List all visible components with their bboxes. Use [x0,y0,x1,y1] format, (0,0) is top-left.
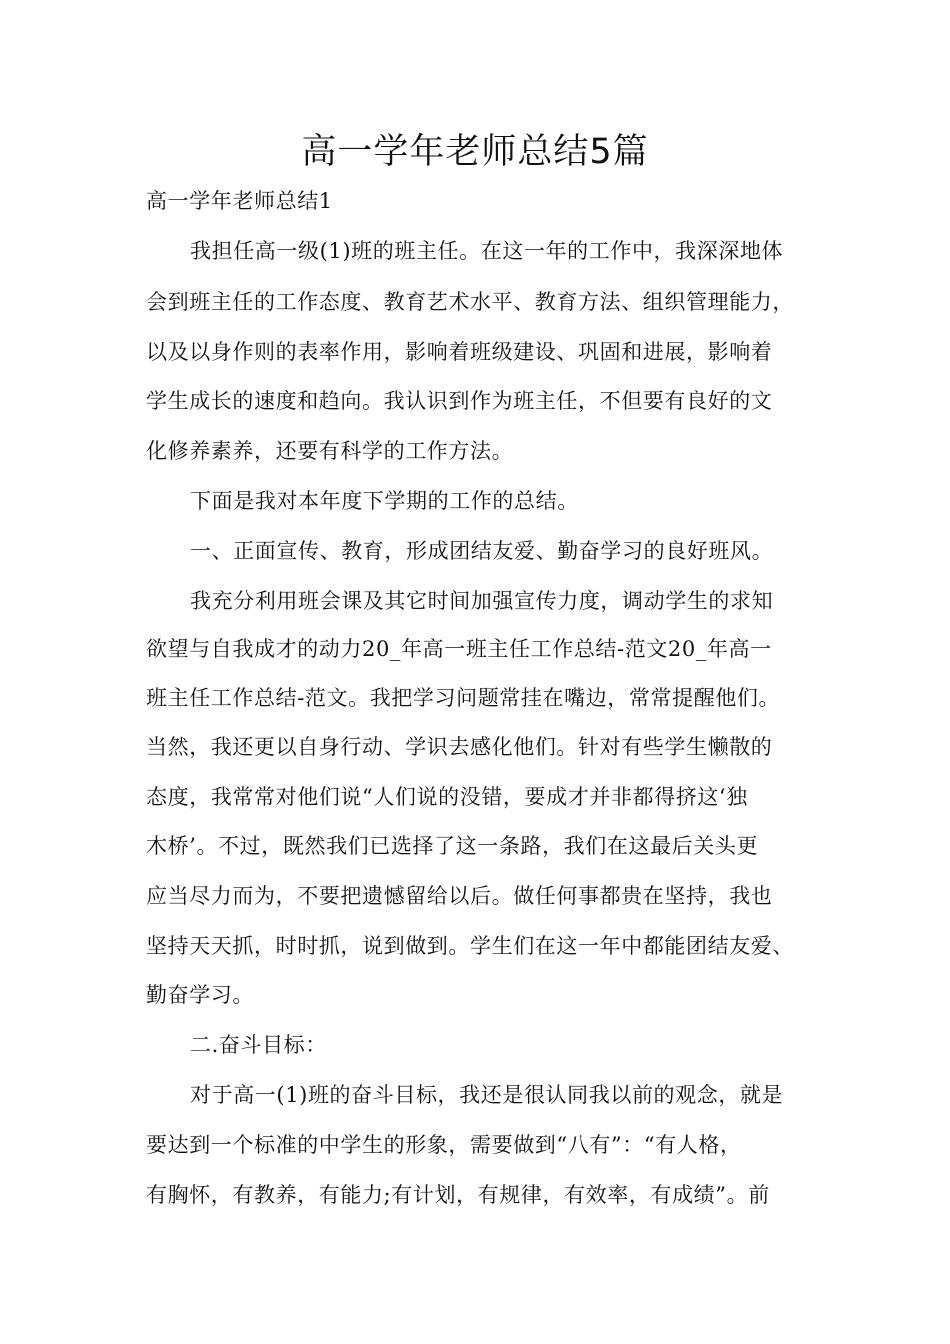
paragraph-line: 对于高一(1)班的奋斗目标，我还是很认同我以前的观念，就是 [190,1083,784,1107]
paragraph-line: 欲望与自我成才的动力20_年高一班主任工作总结-范文20_年高一 [146,637,772,661]
paragraph-line: 学生成长的速度和趋向。我认识到作为班主任，不但要有良好的文 [146,389,773,413]
paragraph-line: 坚持天天抓，时时抓，说到做到。学生们在这一年中都能团结友爱、 [146,934,794,958]
paragraph-line: 化修养素养，还要有科学的工作方法。 [146,439,514,463]
paragraph-line: 勤奋学习。 [146,983,254,1007]
paragraph-line: 我担任高一级(1)班的班主任。在这一年的工作中，我深深地体 [190,239,784,263]
paragraph-line: 我充分利用班会课及其它时间加强宣传力度，调动学生的求知 [190,589,774,613]
paragraph-line: 要达到一个标准的中学生的形象，需要做到“八有”：“有人格， [146,1133,742,1157]
paragraph-line: 一、正面宣传、教育，形成团结友爱、勤奋学习的良好班风。 [190,539,774,563]
paragraph-line: 有胸怀，有教养，有能力;有计划，有规律，有效率，有成绩”。前 [146,1183,770,1207]
paragraph-line: 下面是我对本年度下学期的工作的总结。 [190,489,579,513]
paragraph-line: 班主任工作总结-范文。我把学习问题常挂在嘴边，常常提醒他们。 [146,686,781,710]
paragraph-line: 应当尽力而为，不要把遗憾留给以后。做任何事都贵在坚持，我也 [146,884,773,908]
paragraph-line: 会到班主任的工作态度、教育艺术水平、教育方法、组织管理能力， [146,290,794,314]
paragraph-line: 当然，我还更以自身行动、学识去感化他们。针对有些学生懒散的 [146,735,773,759]
paragraph-line: 二.奋斗目标： [190,1033,327,1057]
section-heading: 高一学年老师总结1 [146,189,333,213]
paragraph-line: 态度，我常常对他们说“人们说的没错，要成才并非都得挤这‘独 [146,785,748,809]
document-title: 高一学年老师总结5篇 [301,132,649,172]
paragraph-line: 以及以身作则的表率作用，影响着班级建设、巩固和进展，影响着 [146,340,773,364]
paragraph-line: 木桥’。不过，既然我们已选择了这一条路，我们在这最后关头更 [146,834,759,858]
